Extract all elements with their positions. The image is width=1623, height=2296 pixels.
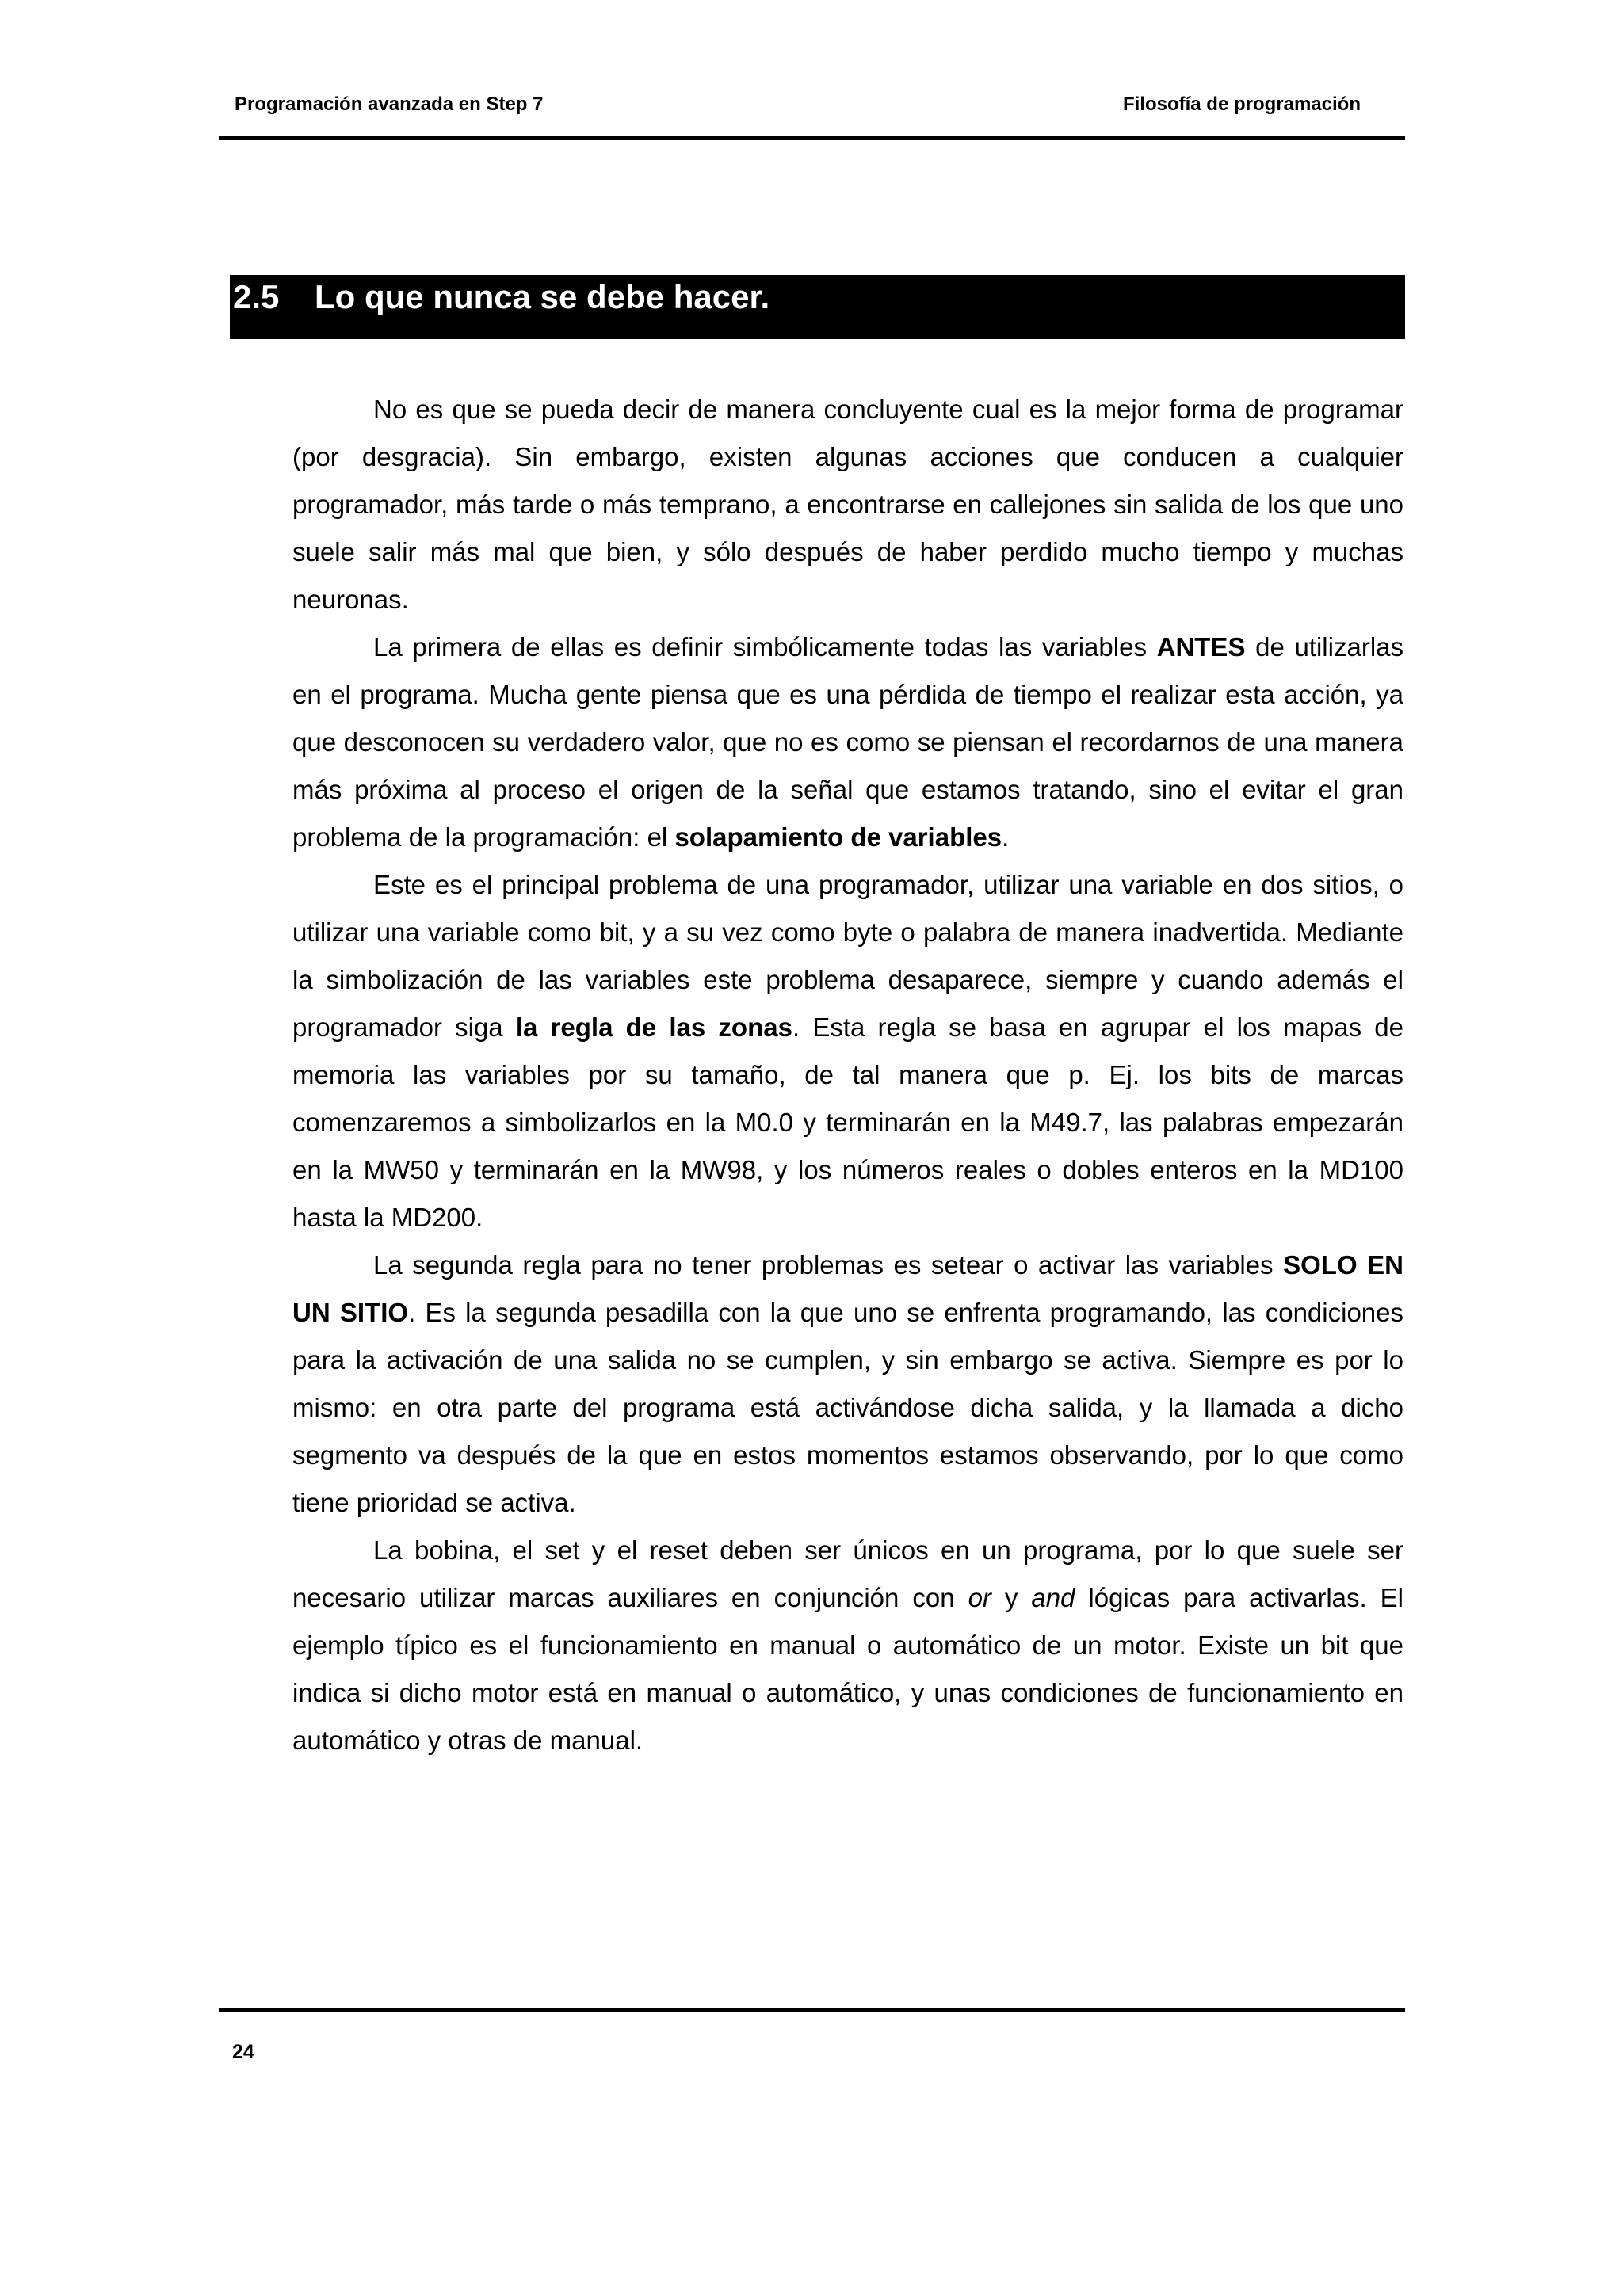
section-number: 2.5: [233, 278, 280, 315]
paragraph-3: [292, 861, 1403, 1241]
paragraph-5-text-c: lógicas para activarlas. El ejemplo típico es el funcionamiento en manual o automático de un motor. Existe un bit que indica si dicho motor está en manual o automático, y unas condiciones de funcionamiento en automático y otras de manual.: [292, 1583, 1403, 1755]
paragraph-1: [292, 386, 1403, 624]
paragraph-3-text-a: Este es el principal problema de una programador, utilizar una variable en dos sitios, o utilizar una variable como bit, y a su vez como byte o palabra de manera inadvertida. Mediante la simbolización de las variables este problema desaparece, siempre y cuando además el programador siga: [292, 870, 1403, 1042]
paragraph-2-text-b: de utilizarlas en el programa. Mucha gente piensa que es una pérdida de tiempo el realizar esta acción, ya que desconocen su verdadero valor, que no es como se piensan el recordarnos de una manera más próxima al proceso el origen de la señal que estamos tratando, sino el evitar el gran problema de la programación: el: [292, 632, 1403, 852]
paragraph-3-text-b: . Esta regla se basa en agrupar el los mapas de memoria las variables por su tamaño, de tal manera que p. Ej. los bits de marcas comenzaremos a simbolizarlos en la M0.0 y terminarán en la M49.7, las palabras empezarán en la MW50 y terminarán en la MW98, y los números reales o dobles enteros en la MD100 hasta la MD200.: [292, 1013, 1403, 1232]
paragraph-2-emphasis-antes: ANTES: [1156, 632, 1246, 662]
paragraph-5: [292, 1527, 1403, 1764]
paragraph-3-emphasis-regla-zonas: la regla de las zonas: [515, 1013, 792, 1042]
footer-rule: [219, 2008, 1405, 2012]
paragraph-2-emphasis-solapamiento: solapamiento de variables: [674, 822, 1002, 852]
paragraph-1-text: No es que se pueda decir de manera concluyente cual es la mejor forma de programar (por desgracia). Sin embargo, existen algunas acciones que conducen a cualquier programador, más tarde o más temprano, a encontrarse en callejones sin salida de los que uno suele salir más mal que bien, y sólo después de haber perdido mucho tiempo y muchas neuronas.: [292, 395, 1403, 614]
page-number: 24: [232, 2041, 254, 2063]
paragraph-4-text-b: . Es la segunda pesadilla con la que uno se enfrenta programando, las condiciones para la activación de una salida no se cumplen, y sin embargo se activa. Siempre es por lo mismo: en otra parte del programa está activándose dicha salida, y la llamada a dicho segmento va después de la que en estos momentos estamos observando, por lo que como tiene prioridad se activa.: [292, 1298, 1403, 1517]
paragraph-2-text-c: .: [1002, 822, 1010, 852]
paragraph-2: [292, 624, 1403, 861]
paragraph-4: [292, 1241, 1403, 1527]
paragraph-4-text-a: La segunda regla para no tener problemas es setear o activar las variables: [373, 1250, 1284, 1280]
paragraph-5-text-a: La bobina, el set y el reset deben ser únicos en un programa, por lo que suele ser necesario utilizar marcas auxiliares en conjunción con: [292, 1535, 1403, 1612]
body-text: [292, 386, 1403, 1764]
header-rule: [219, 136, 1405, 140]
header-book-title: Programación avanzada en Step 7: [235, 93, 544, 115]
running-header: [219, 93, 1405, 135]
paragraph-5-italic-and: and: [1031, 1583, 1075, 1612]
section-title: Lo que nunca se debe hacer.: [315, 278, 770, 315]
paragraph-5-italic-or: or: [968, 1583, 991, 1612]
section-heading: [230, 275, 1405, 339]
paragraph-4-emphasis-solo-un-sitio: SOLO EN UN SITIO: [292, 1250, 1403, 1327]
header-chapter-title: Filosofía de programación: [1122, 93, 1361, 115]
paragraph-2-text-a: La primera de ellas es definir simbólicamente todas las variables: [373, 632, 1157, 662]
paragraph-5-text-b: y: [991, 1583, 1032, 1612]
